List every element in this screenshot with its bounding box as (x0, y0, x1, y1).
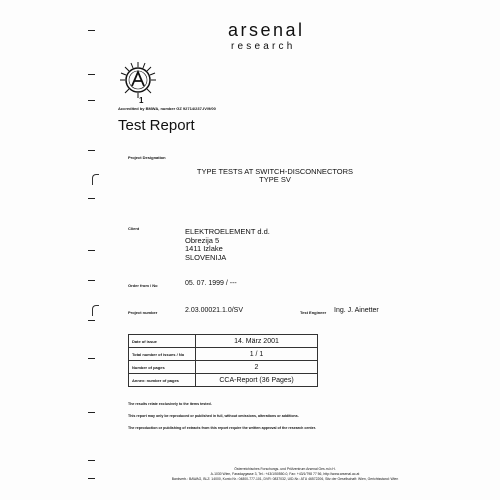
client-line: SLOVENIJA (185, 252, 227, 262)
accreditation-text: Accredited by BMWA, number GZ 92714/237-IV/9/00 (118, 106, 216, 111)
table-value-cell: 14. März 2001 (196, 335, 318, 348)
table-row (129, 348, 318, 361)
client-label: Client (128, 226, 140, 231)
order-value: 05. 07. 1999 / --- (185, 280, 237, 287)
table-label-cell: Date of issue (129, 335, 196, 348)
table-label-cell: Total number of issues / No (129, 348, 196, 361)
designation-line-1: TYPE TESTS AT SWITCH-DISCONNECTORS (196, 167, 354, 176)
table-row (129, 335, 318, 348)
client-address (185, 228, 270, 262)
page-title: Test Report (118, 117, 195, 134)
client-line: Obrezija 5 (185, 235, 220, 245)
project-number-label: Project number (128, 310, 158, 315)
footer-line: Österreichisches Forschungs- und Prüfzentrum Arsenal Ges.m.b.H. (234, 467, 336, 471)
client-line: 1411 Izlake (185, 244, 223, 253)
table-row (129, 374, 318, 387)
logo-text-arsenal: arsenal (228, 20, 305, 40)
footer-line: A-1030 Wien, Faradaygasse 3, Tel.: +43/1/50550-0, Fax: +43/1/798 77 56, http://www.arsenal.ac.at (210, 472, 360, 476)
note-line: The results relate exclusively to the items tested. (128, 402, 212, 406)
accreditation-seal-icon (118, 60, 158, 100)
project-designation-label: Project Designation (128, 155, 166, 160)
table-label-cell: Number of pages (129, 361, 196, 374)
note-line: The reproduction or publishing of extracts from this report require the written approval of the research center. (128, 426, 316, 430)
project-number-value: 2.03.00021.1.0/SV (185, 307, 243, 314)
footer-line: Bankverb.: BAWAG, BLZ: 14000, Konto Nr.: 04800-777-101, DVR: 0837032, UID-Nr.: ATU 46572206, Sitz der Gesellschaft: Wien, Gerichtsstand: Wien (171, 477, 399, 481)
punch-mark (92, 174, 99, 185)
table-row (129, 361, 318, 374)
table-value-cell: 2 (196, 361, 318, 374)
project-designation-value (180, 168, 370, 184)
note-line: This report may only be reproduced or published in full, without omissions, alterations or additions. (128, 414, 299, 418)
report-info-table (128, 334, 318, 387)
test-engineer-label: Test Engineer (300, 310, 327, 315)
table-value-cell: CCA-Report (36 Pages) (196, 374, 318, 387)
accreditation-number: 1 (139, 96, 144, 105)
table-value-cell: 1 / 1 (196, 348, 318, 361)
test-engineer-value: Ing. J. Ainetter (334, 307, 379, 314)
logo-text-research: research (231, 41, 296, 52)
client-line: ELEKTROELEMENT d.d. (185, 227, 270, 236)
table-label-cell: Annex: number of pages (129, 374, 196, 387)
footer (90, 467, 480, 482)
designation-line-2: TYPE SV (259, 175, 291, 184)
punch-mark (92, 305, 99, 316)
order-label: Order from / No (128, 283, 158, 288)
